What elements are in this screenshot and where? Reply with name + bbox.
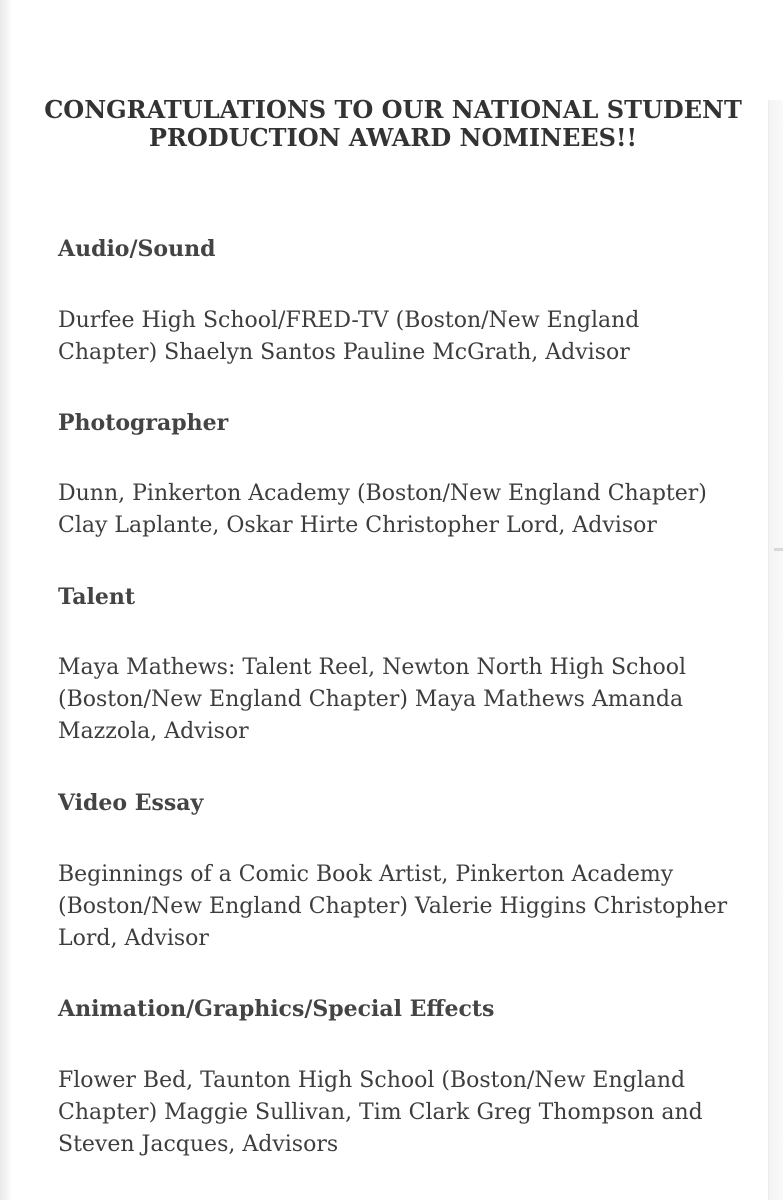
page-left-edge-shadow bbox=[0, 0, 12, 1200]
page-heading bbox=[40, 96, 746, 152]
nominee-entry-line: Dunn, Pinkerton Academy (Boston/New England Chapter) bbox=[58, 481, 707, 506]
nominee-entry-line: Mazzola, Advisor bbox=[58, 719, 249, 744]
nominee-entry-line: Maya Mathews: Talent Reel, Newton North High School bbox=[58, 655, 687, 680]
nominee-entry-audio-sound bbox=[58, 305, 738, 369]
nominee-entry-line: (Boston/New England Chapter) Valerie Higgins Christopher bbox=[58, 894, 728, 919]
nominee-entry-line: Clay Laplante, Oskar Hirte Christopher Lord, Advisor bbox=[58, 513, 657, 538]
section-title-animation-graphics: Animation/Graphics/Special Effects bbox=[58, 996, 495, 1022]
section-title-photographer: Photographer bbox=[58, 410, 229, 436]
page-heading-line: PRODUCTION AWARD NOMINEES!! bbox=[148, 123, 638, 152]
page-edge-mark bbox=[774, 548, 783, 551]
nominee-entry-video-essay bbox=[58, 859, 738, 955]
page-heading-line: CONGRATULATIONS TO OUR NATIONAL STUDENT bbox=[44, 95, 742, 124]
page-right-edge-shadow bbox=[768, 100, 783, 1200]
section-title-video-essay: Video Essay bbox=[58, 790, 204, 816]
nominee-entry-line: Beginnings of a Comic Book Artist, Pinkerton Academy bbox=[58, 862, 674, 887]
section-title-talent: Talent bbox=[58, 584, 136, 610]
nominee-entry-line: (Boston/New England Chapter) Maya Mathews Amanda bbox=[58, 687, 684, 712]
nominee-entry-talent bbox=[58, 652, 738, 748]
nominee-entry-line: Chapter) Shaelyn Santos Pauline McGrath, Advisor bbox=[58, 340, 630, 365]
section-title-audio-sound: Audio/Sound bbox=[58, 236, 216, 262]
nominee-entry-animation-graphics bbox=[58, 1065, 738, 1161]
nominee-entry-line: Steven Jacques, Advisors bbox=[58, 1132, 339, 1157]
nominee-entry-line: Lord, Advisor bbox=[58, 926, 209, 951]
nominee-entry-photographer bbox=[58, 478, 738, 542]
nominee-entry-line: Chapter) Maggie Sullivan, Tim Clark Greg Thompson and bbox=[58, 1100, 703, 1125]
nominee-entry-line: Flower Bed, Taunton High School (Boston/New England bbox=[58, 1068, 686, 1093]
nominee-entry-line: Durfee High School/FRED-TV (Boston/New England bbox=[58, 308, 640, 333]
